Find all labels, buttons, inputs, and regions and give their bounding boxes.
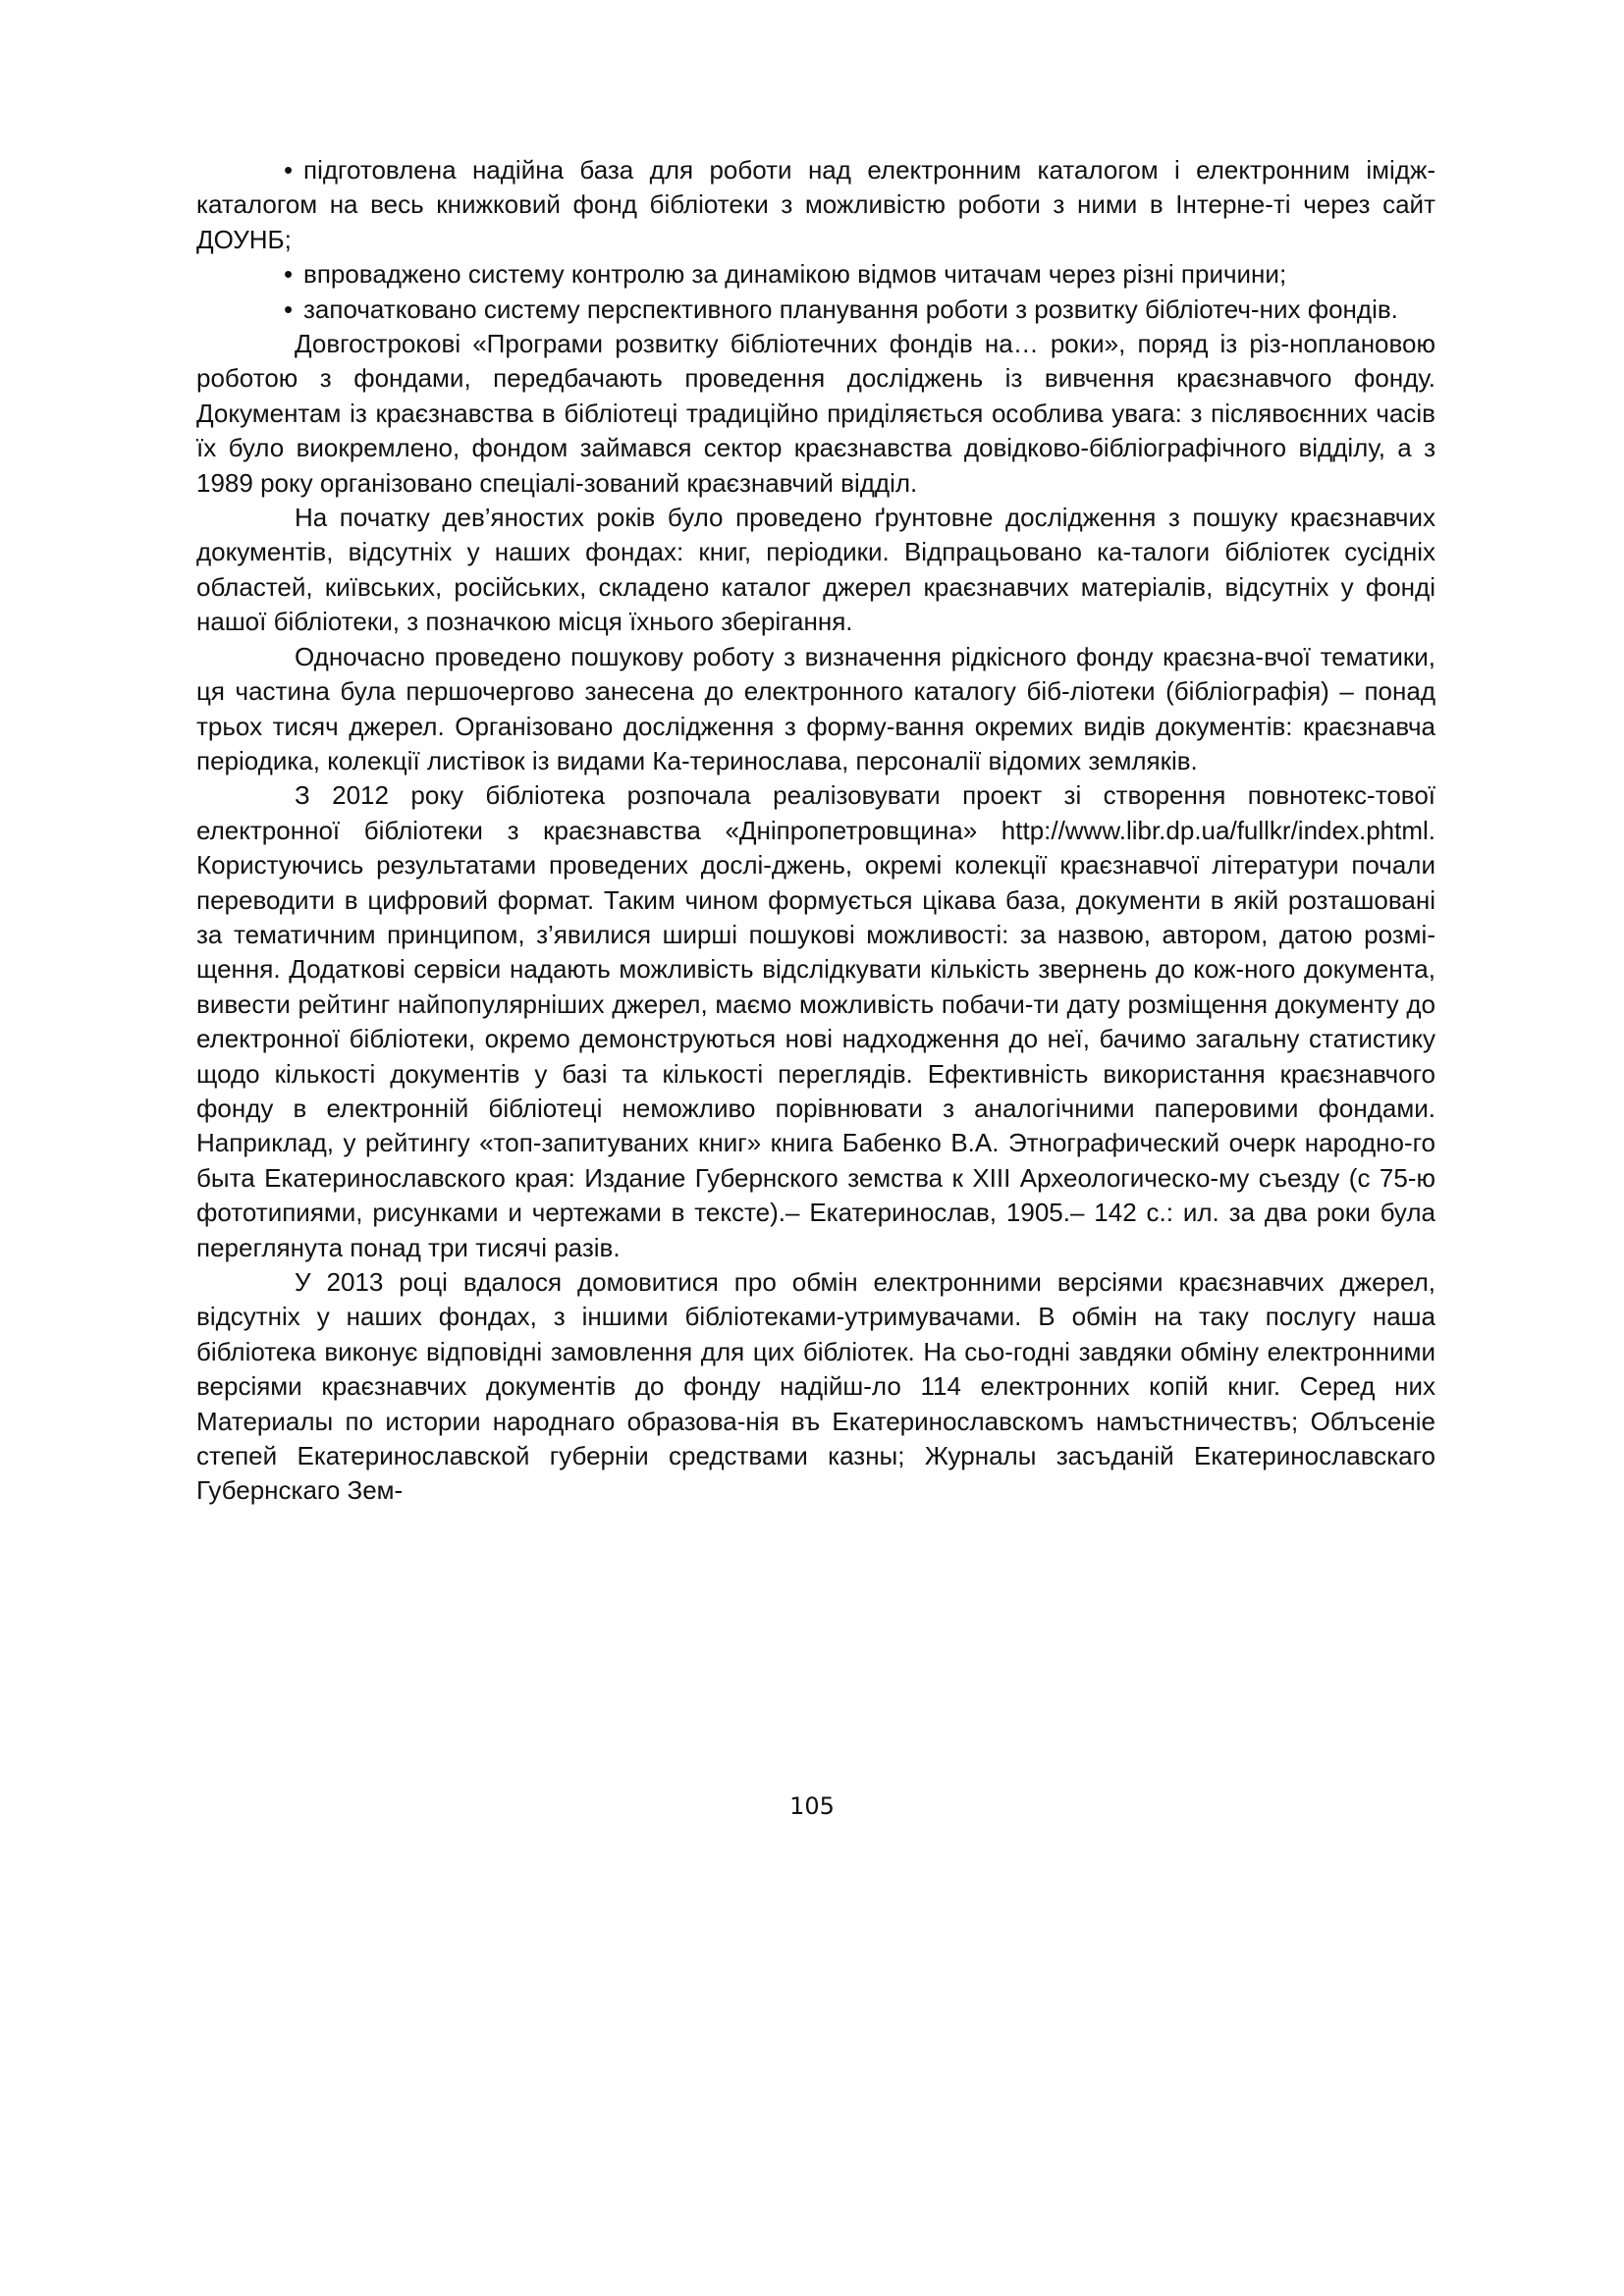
bullet-item [196,293,1435,327]
bullet-icon: • [284,294,294,324]
bullet-item [196,153,1435,257]
paragraph: На початку дев’яностих років було проведено ґрунтовне дослідження з пошуку краєзнавчих документів, відсутніх у наших фондах: книг, періодики. Відпрацьовано ка-талоги бібліотек сусідніх областей, київських, російських, складено каталог джерел краєзнавчих матеріалів, відсутніх у фонді нашої бібліотеки, з позначкою місця їхнього зберігання. [196,503,1435,637]
paragraph: З 2012 року бібліотека розпочала реалізовувати проект зі створення повнотекс-тової електронної бібліотеки з краєзнавства «Дніпропетровщина» http://www.libr.dp.ua/fullkr/index.phtml. Користуючись результатами проведених дослі-джень, окремі колекції краєзнавчої літератури почали переводити в цифровий формат. Таким чином формується цікава база, документи в якій розташовані за тематичним принципом, з’явилися ширші пошукові можливості: за назвою, автором, датою розмі-щення. Додаткові сервіси надають можливість відслідкувати кількість звернень до кож-ного документа, вивести рейтинг найпопулярніших джерел, маємо можливість побачи-ти дату розміщення документу до електронної бібліотеки, окремо демонструються нові надходження до неї, бачимо загальну статистику щодо кількості документів у базі та кількості переглядів. Ефективність використання краєзнавчого фонду в електронній бібліотеці неможливо порівнювати з аналогічними паперовими фондами. Наприклад, у рейтингу «топ-запитуваних книг» книга Бабенко В.А. Этнографический очерк народно-го быта Екатеринославского края: Издание Губернского земства к XIII Археологическо-му съезду (с 75-ю фототипиями, рисунками и чертежами в тексте).– Екатеринослав, 1905.– 142 с.: ил. за два роки була переглянута понад три тисячі разів. [196,780,1435,1262]
page-number: 105 [789,1792,835,1820]
bullet-icon: • [284,155,294,185]
paragraph: У 2013 році вдалося домовитися про обмін електронними версіями краєзнавчих джерел, відсутніх у наших фондах, з іншими бібліотеками-утримувачами. В обмін на таку послугу наша бібліотека виконує відповідні замовлення для цих бібліотек. На сьо-годні завдяки обміну електронними версіями краєзнавчих документів до фонду надійш-ло 114 електронних копій книг. Серед них Материалы по истории народнаго образова-нія въ Екатеринославскомъ намъстничествъ; Облъсеніе степей Екатеринославской губерніи средствами казны; Журналы засъданій Екатеринославскаго Губернскаго Зем- [196,1267,1435,1506]
bullet-icon: • [284,259,294,290]
bullet-text: започатковано систему перспективного планування роботи з розвитку бібліотеч-них фондів. [303,294,1398,324]
bullet-text: впроваджено систему контролю за динамікою відмов читачам через різні причини; [303,259,1287,290]
bullet-item [196,257,1435,292]
paragraph: Довгострокові «Програми розвитку бібліотечних фондів на… роки», поряд із різ-нoплановою роботою з фондами, передбачають проведення досліджень із вивчення краєзнавчого фонду. Документам із краєзнавства в бібліотеці традиційно приділяється особлива увага: з післявоєнних часів їх було виокремлено, фондом займався сектор краєзнавства довідково-бібліографічного відділу, а з 1989 року організовано спеціалі-зований краєзнавчий відділ. [196,329,1435,498]
bullet-text: підготовлена надійна база для роботи над електронним каталогом і електронним імідж-каталогом на весь книжковий фонд бібліотеки з можливістю роботи з ними в Інтерне-ті через сайт ДОУНБ; [196,155,1435,254]
paragraph: Одночасно проведено пошукову роботу з визначення рідкісного фонду краєзна-вчої тематики, ця частина була першочергово занесена до електронного каталогу біб-ліотеки (бібліографія) – понад трьох тисяч джерел. Організовано дослідження з форму-вання окремих видів документів: краєзнавча періодика, колекції листівок із видами Ка-теринослава, персоналії відомих земляків. [196,641,1435,775]
page-body [196,153,1435,1509]
